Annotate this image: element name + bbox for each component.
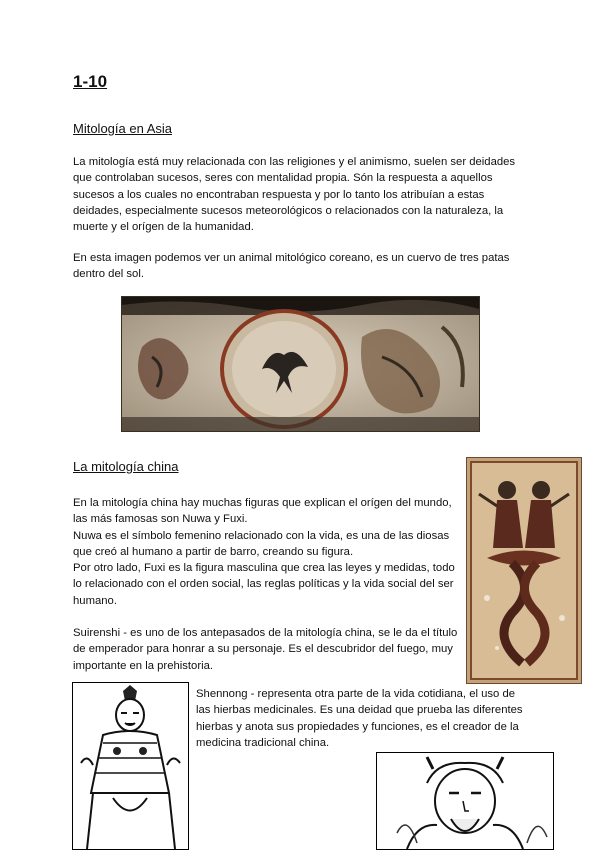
shennong-drawing-image [376,752,554,850]
nuwa-fuxi-painting-image [466,457,582,684]
three-legged-crow-mural-image [121,296,480,432]
page-title: 1-10 [73,72,108,91]
suirenshi-drawing-image [72,682,189,850]
paragraph-shennong: Shennong - representa otra parte de la vida cotidiana, el uso de las hierbas medicinales. Es una deidad que prueba las diferentes hierbas y anota sus propiedades y funciones, es el creador de la medicina tradicional china. [196,688,523,749]
section-heading-asia: Mitología en Asia [73,121,173,136]
paragraph-suirenshi: Suirenshi - es uno de los antepasados de la mitología china, se le da el título de emperador para honrar a su personaje. Es el descubridor del fuego, muy importante en la prehistoria. [73,627,458,672]
paragraph-nuwa-fuxi: En la mitología china hay muchas figuras que explican el orígen del mundo, las más famosas son Nuwa y Fuxi. Nuwa es el símbolo femenino relacionado con la vida, es una de las diosas que creó al humano a partir de barro, creando su figura. Por otro lado, Fuxi es la figura masculina que crea las leyes y medidas, todo lo relacionado con el orden social, las reglas políticas y la vida social del ser humano. [73,497,455,607]
paragraph-crow-caption: En esta imagen podemos ver un animal mitológico coreano, es un cuervo de tres patas dentro del sol. [73,252,510,281]
section-heading-chinese-mythology: La mitología china [73,459,179,474]
paragraph-mythology-intro: La mitología está muy relacionada con las religiones y el animismo, suelen ser deidades que controlaban sucesos, seres con mentalidad propia. Són la respuesta a aquellos sucesos a los cuales no encontraban respuesta y por lo tanto los atribuían a estas deidades, especialmente sucesos meteorológicos o relacionados con la naturaleza, la muerte y el orígen de la humanidad. [73,156,516,234]
